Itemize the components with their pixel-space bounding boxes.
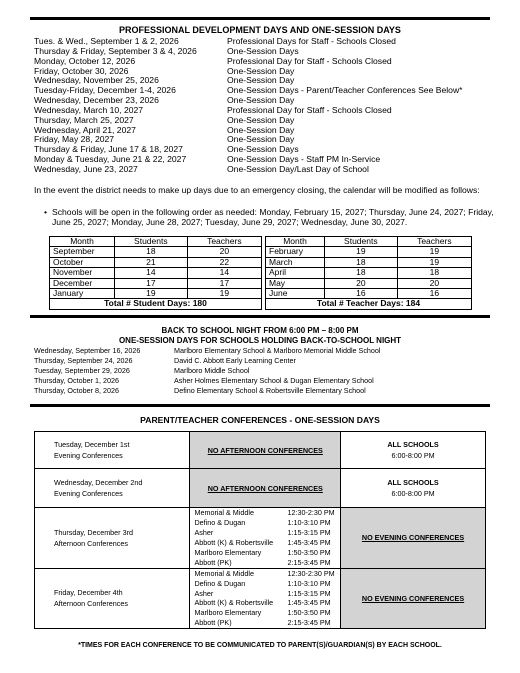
pd-event: Professional Day for Staff - Schools Closed (227, 55, 392, 66)
schedule-row (190, 569, 340, 579)
month-cell: February (266, 247, 325, 257)
bts-title-line2: ONE-SESSION DAYS FOR SCHOOLS HOLDING BACK-TO-SCHOOL NIGHT (118, 336, 402, 345)
school-name: Marlboro Elementary (194, 547, 262, 557)
school-time: 12:30-2:30 PM (287, 508, 335, 517)
time-range: 6:00-8:00 PM (391, 489, 435, 498)
pd-date: Friday, May 28, 2027 (34, 134, 115, 145)
col-students: Students (115, 237, 188, 247)
students-cell: 20 (325, 278, 398, 288)
schedule-row (190, 589, 340, 599)
bts-row (34, 376, 381, 386)
total-row (50, 299, 262, 309)
school-name: Marlboro Elementary (194, 608, 262, 618)
teachers-cell: 17 (187, 278, 261, 288)
bts-school: Asher Holmes Elementary School & Dugan Elementary School (174, 376, 374, 386)
pd-event: One-Session Day (227, 75, 295, 86)
pd-date: Wednesday, March 10, 2027 (34, 104, 144, 115)
table-row (266, 257, 472, 267)
pd-date: Wednesday, April 21, 2027 (34, 124, 136, 135)
col-month: Month (50, 237, 115, 247)
teachers-cell: 22 (187, 257, 261, 267)
pd-date: Tues. & Wed., September 1 & 2, 2026 (34, 36, 179, 46)
students-cell: 18 (115, 247, 188, 257)
table-row (50, 268, 262, 278)
students-cell: 19 (115, 289, 188, 299)
schedule-row (190, 548, 340, 558)
bts-row (34, 386, 381, 396)
school-time: 1:15-3:15 PM (287, 527, 331, 537)
school-time: 1:10-3:10 PM (287, 517, 331, 527)
school-time: 1:50-3:50 PM (287, 547, 331, 557)
ptc-title: PARENT/TEACHER CONFERENCES - ONE-SESSION DAYS (140, 415, 380, 425)
conference-time (341, 432, 486, 469)
pd-date: Wednesday, December 23, 2026 (34, 95, 159, 106)
school-name: Asher (194, 588, 214, 598)
bts-school: David C. Abbott Early Learning Center (174, 356, 296, 366)
conference-date: Tuesday, December 1st (54, 440, 130, 449)
conference-day (35, 432, 190, 469)
school-time: 1:45-3:45 PM (287, 598, 331, 608)
table-row (266, 278, 472, 288)
pd-title: PROFESSIONAL DEVELOPMENT DAYS AND ONE-SESSION DAYS (119, 25, 401, 35)
conference-row-tuesday (35, 432, 486, 469)
schedule-row (190, 528, 340, 538)
conference-row-friday (35, 568, 486, 629)
table-row (50, 289, 262, 299)
conference-day (35, 508, 190, 569)
bts-school: Defino Elementary School & Robertsville Elementary School (174, 386, 366, 396)
schedule-row (190, 558, 340, 568)
bts-date: Wednesday, September 16, 2026 (34, 346, 141, 355)
section-divider (30, 404, 490, 407)
table-header-row (266, 237, 472, 247)
teachers-cell: 19 (187, 289, 261, 299)
all-schools-label: ALL SCHOOLS (387, 440, 439, 449)
pd-event: One-Session Day (227, 124, 295, 135)
pd-date: Friday, October 30, 2026 (34, 65, 129, 76)
bts-title (0, 326, 520, 346)
pd-event: One-Session Days - Staff PM In-Service (227, 154, 381, 165)
school-time: 2:15-3:45 PM (287, 618, 331, 628)
conference-time (341, 469, 486, 508)
pd-row (34, 165, 494, 175)
pd-event: One-Session Day/Last Day of School (227, 163, 369, 174)
bts-list (34, 346, 381, 396)
students-cell: 18 (325, 268, 398, 278)
pd-date: Thursday, March 25, 2027 (34, 114, 134, 125)
school-time: 12:30-2:30 PM (287, 568, 335, 578)
students-cell: 18 (325, 257, 398, 267)
conference-date: Thursday, December 3rd (54, 527, 133, 537)
bts-row (34, 366, 381, 376)
school-time: 1:10-3:10 PM (287, 578, 331, 588)
no-evening-note: NO EVENING CONFERENCES (341, 568, 486, 629)
table-row (50, 278, 262, 288)
pd-date: Wednesday, November 25, 2026 (34, 75, 159, 86)
conference-row-wednesday (35, 469, 486, 508)
conference-day (35, 469, 190, 508)
school-name: Defino & Dugan (194, 517, 246, 527)
month-cell: October (50, 257, 115, 267)
pd-date: Tuesday-Friday, December 1-4, 2026 (34, 85, 176, 96)
conference-table (34, 431, 486, 629)
pd-event: One-Session Days - Parent/Teacher Conferences See Below* (227, 85, 463, 96)
bts-row (34, 356, 381, 366)
pd-event: One-Session Day (227, 114, 295, 125)
month-cell: November (50, 268, 115, 278)
bts-date: Thursday, September 24, 2026 (34, 356, 133, 366)
students-cell: 19 (325, 247, 398, 257)
bts-school: Marlboro Elementary School & Marlboro Memorial Middle School (174, 346, 381, 355)
col-students: Students (325, 237, 398, 247)
days-table-right (265, 236, 472, 310)
top-divider (30, 17, 490, 20)
school-time: 1:15-3:15 PM (287, 588, 331, 598)
bullet-text: Schools will be open in the following order as needed: Monday, February 15, 2027; Thursday, June 24, 2027; Friday, June 25, 2027; Monday, June 28, 2027; Tuesday, June 29, 2027; Wednesday, June 30, 2027. (52, 207, 494, 228)
time-range: 6:00-8:00 PM (391, 451, 435, 460)
conference-type: Afternoon Conferences (54, 538, 128, 548)
teachers-cell: 16 (397, 289, 471, 299)
bts-date: Tuesday, September 29, 2026 (34, 366, 130, 376)
pd-date: Thursday & Friday, September 3 & 4, 2026 (34, 45, 197, 56)
month-cell: June (266, 289, 325, 299)
school-schedule (190, 508, 341, 569)
table-row (266, 289, 472, 299)
schedule-row (190, 608, 340, 618)
conference-date: Wednesday, December 2nd (54, 478, 143, 487)
teachers-cell: 14 (187, 268, 261, 278)
conference-date: Friday, December 4th (54, 588, 123, 598)
pd-event: One-Session Day (227, 65, 295, 76)
students-cell: 14 (115, 268, 188, 278)
schedule-row (190, 508, 340, 518)
school-time: 1:50-3:50 PM (287, 608, 331, 618)
table-row (50, 257, 262, 267)
bts-date: Thursday, October 1, 2026 (34, 376, 119, 386)
pd-event: One-Session Days (227, 144, 299, 155)
schedule-row (190, 518, 340, 528)
table-row (50, 247, 262, 257)
pd-date: Wednesday, June 23, 2027 (34, 163, 138, 174)
school-name: Abbott (K) & Robertsville (194, 537, 274, 547)
school-name: Abbott (K) & Robertsville (194, 598, 274, 608)
no-afternoon-note: NO AFTERNOON CONFERENCES (190, 432, 341, 469)
school-name: Memorial & Middle (194, 568, 254, 578)
month-cell: April (266, 268, 325, 278)
conference-row-thursday (35, 508, 486, 569)
teachers-cell: 20 (187, 247, 261, 257)
schedule-row (190, 579, 340, 589)
total-row (266, 299, 472, 309)
month-cell: March (266, 257, 325, 267)
school-name: Asher (194, 527, 214, 537)
school-name: Abbott (PK) (194, 557, 232, 567)
schedule-row (190, 598, 340, 608)
all-schools-label: ALL SCHOOLS (387, 478, 439, 487)
pd-event: Professional Days for Staff - Schools Closed (227, 36, 396, 46)
students-cell: 17 (115, 278, 188, 288)
teachers-cell: 19 (397, 257, 471, 267)
col-month: Month (266, 237, 325, 247)
pd-list (34, 37, 494, 175)
col-teachers: Teachers (187, 237, 261, 247)
no-afternoon-note: NO AFTERNOON CONFERENCES (190, 469, 341, 508)
bullet-mark: • (44, 207, 48, 217)
school-time: 1:45-3:45 PM (287, 537, 331, 547)
footnote: *TIMES FOR EACH CONFERENCE TO BE COMMUNICATED TO PARENT(S)/GUARDIAN(S) BY EACH SCHOOL. (78, 642, 442, 649)
month-cell: September (50, 247, 115, 257)
bts-title-line1: BACK TO SCHOOL NIGHT FROM 6:00 PM – 8:00 PM (161, 326, 359, 335)
pd-event: One-Session Days (227, 45, 299, 56)
days-table-left (49, 236, 262, 310)
pd-date: Monday, October 12, 2026 (34, 55, 136, 66)
school-schedule (190, 568, 341, 629)
bts-row (34, 346, 381, 356)
conference-type: Evening Conferences (54, 451, 123, 460)
teachers-cell: 18 (397, 268, 471, 278)
month-cell: May (266, 278, 325, 288)
teachers-cell: 20 (397, 278, 471, 288)
bts-date: Thursday, October 8, 2026 (34, 386, 119, 396)
total-teacher-days: Total # Teacher Days: 184 (266, 299, 472, 309)
school-name: Abbott (PK) (194, 618, 232, 628)
no-evening-note: NO EVENING CONFERENCES (341, 508, 486, 569)
pd-event: Professional Day for Staff - Schools Closed (227, 104, 392, 115)
schedule-row (190, 538, 340, 548)
schedule-row (190, 618, 340, 628)
conference-type: Afternoon Conferences (54, 599, 128, 609)
table-row (266, 268, 472, 278)
col-teachers: Teachers (397, 237, 471, 247)
pd-event: One-Session Day (227, 134, 295, 145)
students-cell: 21 (115, 257, 188, 267)
makeup-paragraph: In the event the district needs to make up days due to an emergency closing, the calendar will be modified as follows: (34, 185, 480, 195)
school-name: Memorial & Middle (194, 508, 254, 517)
section-divider (30, 315, 490, 318)
table-header-row (50, 237, 262, 247)
school-time: 2:15-3:45 PM (287, 557, 331, 567)
school-name: Defino & Dugan (194, 578, 246, 588)
conference-day (35, 568, 190, 629)
pd-date: Thursday & Friday, June 17 & 18, 2027 (34, 144, 183, 155)
conference-type: Evening Conferences (54, 489, 123, 498)
total-student-days: Total # Student Days: 180 (50, 299, 262, 309)
month-cell: January (50, 289, 115, 299)
table-row (266, 247, 472, 257)
pd-event: One-Session Day (227, 95, 295, 106)
teachers-cell: 19 (397, 247, 471, 257)
pd-date: Monday & Tuesday, June 21 & 22, 2027 (34, 154, 187, 165)
month-cell: December (50, 278, 115, 288)
bts-school: Marlboro Middle School (174, 366, 250, 376)
students-cell: 16 (325, 289, 398, 299)
